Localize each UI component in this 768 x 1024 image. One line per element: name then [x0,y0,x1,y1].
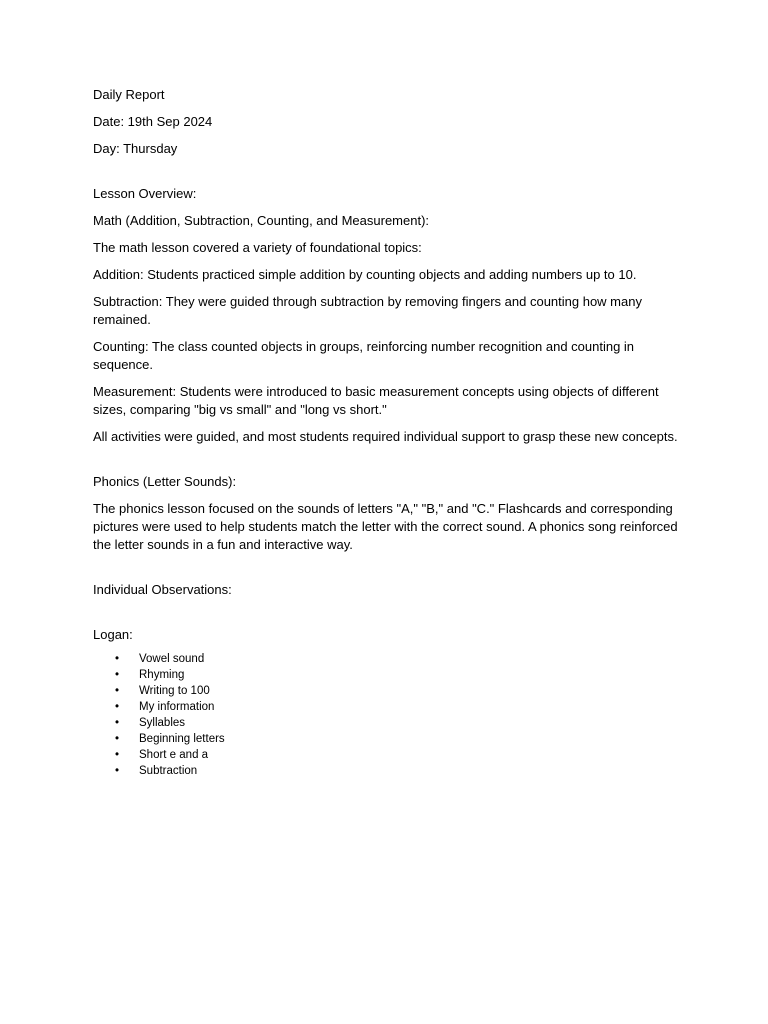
list-item [93,747,678,763]
list-item [93,651,678,667]
phonics-paragraph: The phonics lesson focused on the sounds of letters "A," "B," and "C." Flashcards and corresponding pictures were used to help students match the letter with the correct sound. A phonics song reinforced the letter sounds in a fun and interactive way. [93,501,678,552]
bullet-icon: • [115,765,120,777]
bullet-icon: • [115,653,120,665]
spacer [93,455,678,473]
support-paragraph: All activities were guided, and most students required individual support to grasp these new concepts. [93,429,678,444]
bullet-icon: • [115,669,120,681]
list-item-text: Rhyming [139,669,185,681]
list-item-text: Writing to 100 [139,685,210,697]
observation-list [93,651,678,779]
addition-paragraph: Addition: Students practiced simple addition by counting objects and adding numbers up to 10. [93,267,637,282]
lesson-overview-heading: Lesson Overview: [93,186,197,201]
list-item [93,715,678,731]
list-item [93,683,678,699]
report-title: Daily Report [93,87,165,102]
measurement-paragraph: Measurement: Students were introduced to basic measurement concepts using objects of different sizes, comparing "big vs small" and "long vs short." [93,384,659,417]
list-item-text: Vowel sound [139,653,205,665]
bullet-icon: • [115,717,120,729]
report-day: Day: Thursday [93,141,178,156]
list-item-text: Short e and a [139,749,209,761]
spacer [93,608,678,626]
list-item [93,763,678,779]
list-item-text: Beginning letters [139,733,225,745]
bullet-icon: • [115,749,120,761]
list-item-text: Syllables [139,717,186,729]
list-item [93,699,678,715]
document-page [93,86,678,779]
list-item-text: My information [139,701,215,713]
spacer [93,563,678,581]
math-intro: The math lesson covered a variety of foundational topics: [93,240,422,255]
bullet-icon: • [115,733,120,745]
student-name: Logan: [93,627,133,642]
phonics-heading: Phonics (Letter Sounds): [93,474,237,489]
counting-paragraph: Counting: The class counted objects in groups, reinforcing number recognition and counting in sequence. [93,339,635,372]
list-item [93,667,678,683]
list-item [93,731,678,747]
bullet-icon: • [115,701,120,713]
bullet-icon: • [115,685,120,697]
math-heading: Math (Addition, Subtraction, Counting, and Measurement): [93,213,430,228]
list-item-text: Subtraction [139,765,198,777]
subtraction-paragraph: Subtraction: They were guided through subtraction by removing fingers and counting how many remained. [93,294,642,327]
observations-heading: Individual Observations: [93,582,232,597]
report-date: Date: 19th Sep 2024 [93,114,213,129]
spacer [93,167,678,185]
